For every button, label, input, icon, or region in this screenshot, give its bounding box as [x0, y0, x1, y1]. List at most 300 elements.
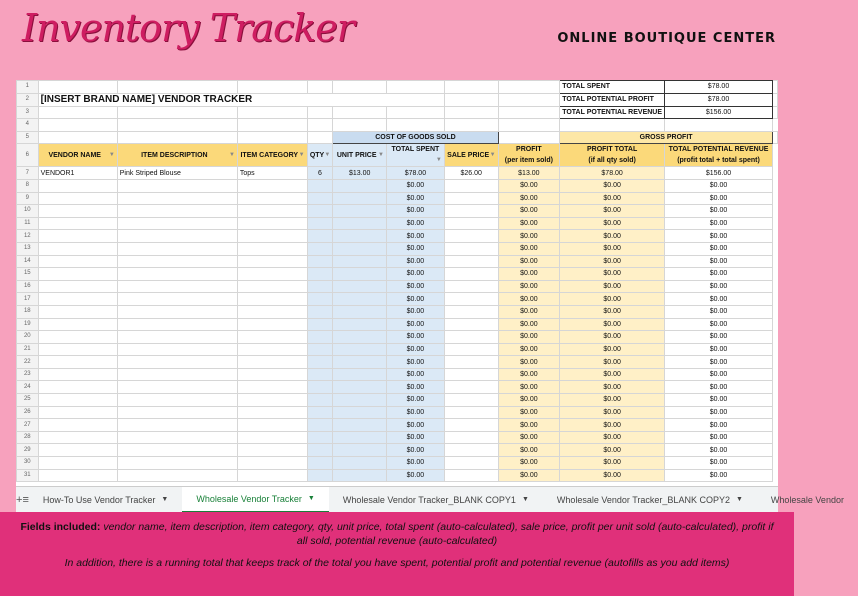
vendor-cell[interactable] — [38, 242, 117, 255]
total-spent-cell[interactable]: $78.00 — [387, 167, 445, 180]
sale-price-cell[interactable] — [444, 469, 498, 482]
row-number[interactable]: 5 — [17, 131, 39, 144]
cell[interactable] — [237, 106, 307, 119]
cell[interactable] — [444, 119, 498, 132]
qty-cell[interactable] — [307, 356, 333, 369]
vendor-cell[interactable] — [38, 305, 117, 318]
profit-total-cell[interactable]: $0.00 — [560, 381, 665, 394]
vendor-cell[interactable] — [38, 356, 117, 369]
vendor-cell[interactable]: VENDOR1 — [38, 167, 117, 180]
spreadsheet[interactable] — [16, 80, 778, 486]
category-cell[interactable]: Tops — [237, 167, 307, 180]
category-cell[interactable] — [237, 179, 307, 192]
total-spent-cell[interactable]: $0.00 — [387, 217, 445, 230]
cell[interactable] — [444, 81, 498, 94]
sale-price-cell[interactable] — [444, 293, 498, 306]
row-number[interactable]: 18 — [17, 305, 39, 318]
unit-price-cell[interactable] — [333, 205, 387, 218]
category-cell[interactable] — [237, 419, 307, 432]
profit-cell[interactable]: $0.00 — [498, 242, 560, 255]
total-spent-cell[interactable]: $0.00 — [387, 192, 445, 205]
qty-cell[interactable] — [307, 205, 333, 218]
row-number[interactable]: 9 — [17, 192, 39, 205]
row-number[interactable]: 15 — [17, 268, 39, 281]
filter-icon[interactable]: ▼ — [298, 151, 305, 158]
revenue-cell[interactable]: $0.00 — [665, 469, 773, 482]
profit-total-cell[interactable]: $0.00 — [560, 343, 665, 356]
profit-total-cell[interactable]: $0.00 — [560, 444, 665, 457]
sale-price-cell[interactable] — [444, 394, 498, 407]
qty-cell[interactable] — [307, 305, 333, 318]
sale-price-cell[interactable] — [444, 457, 498, 470]
category-cell[interactable] — [237, 293, 307, 306]
qty-cell[interactable] — [307, 230, 333, 243]
sale-price-cell[interactable] — [444, 368, 498, 381]
revenue-cell[interactable]: $0.00 — [665, 457, 773, 470]
description-cell[interactable] — [117, 318, 237, 331]
total-spent-cell[interactable]: $0.00 — [387, 406, 445, 419]
qty-header[interactable] — [307, 144, 333, 167]
cell[interactable] — [117, 131, 237, 144]
profit-total-cell[interactable]: $0.00 — [560, 230, 665, 243]
vendor-cell[interactable] — [38, 230, 117, 243]
category-cell[interactable] — [237, 192, 307, 205]
row-number[interactable]: 11 — [17, 217, 39, 230]
sale-price-cell[interactable] — [444, 419, 498, 432]
vendor-cell[interactable] — [38, 368, 117, 381]
cell[interactable] — [498, 119, 560, 132]
category-cell[interactable] — [237, 205, 307, 218]
qty-cell[interactable] — [307, 280, 333, 293]
row-number[interactable]: 7 — [17, 167, 39, 180]
total-spent-cell[interactable]: $0.00 — [387, 356, 445, 369]
total-spent-cell[interactable]: $0.00 — [387, 381, 445, 394]
revenue-cell[interactable]: $0.00 — [665, 381, 773, 394]
description-cell[interactable] — [117, 356, 237, 369]
total-spent-cell[interactable]: $0.00 — [387, 431, 445, 444]
row-number[interactable]: 12 — [17, 230, 39, 243]
category-cell[interactable] — [237, 469, 307, 482]
profit-total-cell[interactable]: $0.00 — [560, 255, 665, 268]
total-spent-cell[interactable]: $0.00 — [387, 394, 445, 407]
description-cell[interactable] — [117, 343, 237, 356]
row-number[interactable]: 21 — [17, 343, 39, 356]
sheet-tab[interactable] — [757, 487, 858, 513]
cell[interactable] — [333, 106, 387, 119]
description-cell[interactable] — [117, 381, 237, 394]
vendor-cell[interactable] — [38, 457, 117, 470]
revenue-cell[interactable]: $0.00 — [665, 343, 773, 356]
category-cell[interactable] — [237, 431, 307, 444]
cell[interactable] — [498, 131, 560, 144]
row-number[interactable]: 24 — [17, 381, 39, 394]
filter-icon[interactable]: ▼ — [324, 151, 331, 158]
row-number[interactable]: 30 — [17, 457, 39, 470]
description-cell[interactable] — [117, 205, 237, 218]
revenue-cell[interactable]: $0.00 — [665, 230, 773, 243]
sale-price-cell[interactable] — [444, 217, 498, 230]
sale-price-cell[interactable] — [444, 230, 498, 243]
filter-icon[interactable]: ▼ — [228, 151, 235, 158]
sale-price-cell[interactable] — [444, 331, 498, 344]
add-sheet-icon[interactable]: + — [16, 494, 23, 506]
sale-price-cell[interactable] — [444, 242, 498, 255]
qty-cell[interactable] — [307, 318, 333, 331]
unit-price-cell[interactable] — [333, 406, 387, 419]
cell[interactable] — [773, 131, 778, 144]
total-spent-cell[interactable]: $0.00 — [387, 268, 445, 281]
cell[interactable] — [498, 106, 560, 119]
description-cell[interactable] — [117, 230, 237, 243]
vendor-cell[interactable] — [38, 343, 117, 356]
cell[interactable] — [444, 93, 498, 106]
cell[interactable] — [444, 106, 498, 119]
summary-value[interactable]: $156.00 — [665, 106, 773, 119]
profit-cell[interactable]: $13.00 — [498, 167, 560, 180]
sale-price-cell[interactable] — [444, 318, 498, 331]
vendor-cell[interactable] — [38, 217, 117, 230]
revenue-cell[interactable]: $0.00 — [665, 255, 773, 268]
profit-total-cell[interactable]: $0.00 — [560, 179, 665, 192]
revenue-cell[interactable]: $0.00 — [665, 419, 773, 432]
unit-price-cell[interactable] — [333, 280, 387, 293]
vendor-cell[interactable] — [38, 444, 117, 457]
item-description-header[interactable] — [117, 144, 237, 167]
total-potential-revenue-header[interactable] — [665, 144, 773, 167]
unit-price-cell[interactable] — [333, 268, 387, 281]
vendor-cell[interactable] — [38, 431, 117, 444]
group-header-cogs[interactable]: COST OF GOODS SOLD — [333, 131, 498, 144]
profit-cell[interactable]: $0.00 — [498, 179, 560, 192]
unit-price-cell[interactable] — [333, 457, 387, 470]
qty-cell[interactable] — [307, 242, 333, 255]
row-number[interactable]: 14 — [17, 255, 39, 268]
profit-total-cell[interactable]: $0.00 — [560, 192, 665, 205]
profit-total-cell[interactable]: $0.00 — [560, 280, 665, 293]
profit-cell[interactable]: $0.00 — [498, 293, 560, 306]
cell[interactable] — [387, 119, 445, 132]
profit-cell[interactable]: $0.00 — [498, 406, 560, 419]
sale-price-cell[interactable] — [444, 381, 498, 394]
all-sheets-icon[interactable]: ≡ — [22, 494, 29, 506]
row-number[interactable]: 3 — [17, 106, 39, 119]
revenue-cell[interactable]: $0.00 — [665, 205, 773, 218]
sale-price-cell[interactable] — [444, 205, 498, 218]
description-cell[interactable] — [117, 268, 237, 281]
qty-cell[interactable] — [307, 457, 333, 470]
unit-price-cell[interactable] — [333, 444, 387, 457]
row-number[interactable]: 25 — [17, 394, 39, 407]
profit-total-cell[interactable]: $0.00 — [560, 368, 665, 381]
unit-price-cell[interactable] — [333, 381, 387, 394]
description-cell[interactable] — [117, 368, 237, 381]
unit-price-cell[interactable] — [333, 394, 387, 407]
unit-price-cell[interactable] — [333, 368, 387, 381]
cell[interactable] — [307, 106, 333, 119]
category-cell[interactable] — [237, 230, 307, 243]
qty-cell[interactable] — [307, 217, 333, 230]
revenue-cell[interactable]: $156.00 — [665, 167, 773, 180]
description-cell[interactable] — [117, 331, 237, 344]
cell[interactable] — [307, 119, 333, 132]
category-cell[interactable] — [237, 331, 307, 344]
description-cell[interactable] — [117, 419, 237, 432]
filter-icon[interactable]: ▼ — [378, 151, 384, 158]
row-number[interactable]: 29 — [17, 444, 39, 457]
revenue-cell[interactable]: $0.00 — [665, 318, 773, 331]
cell[interactable] — [498, 93, 560, 106]
category-cell[interactable] — [237, 280, 307, 293]
chevron-down-icon[interactable]: ▼ — [161, 496, 169, 503]
profit-cell[interactable]: $0.00 — [498, 280, 560, 293]
filter-icon[interactable]: ▼ — [435, 157, 442, 164]
sale-price-cell[interactable] — [444, 431, 498, 444]
vendor-cell[interactable] — [38, 406, 117, 419]
category-cell[interactable] — [237, 444, 307, 457]
vendor-cell[interactable] — [38, 318, 117, 331]
sale-price-cell[interactable] — [444, 255, 498, 268]
sale-price-cell[interactable] — [444, 268, 498, 281]
qty-cell[interactable] — [307, 192, 333, 205]
profit-cell[interactable]: $0.00 — [498, 268, 560, 281]
cell[interactable] — [773, 81, 778, 94]
row-number[interactable]: 8 — [17, 179, 39, 192]
profit-cell[interactable]: $0.00 — [498, 230, 560, 243]
vendor-cell[interactable] — [38, 469, 117, 482]
profit-total-cell[interactable]: $0.00 — [560, 305, 665, 318]
qty-cell[interactable] — [307, 331, 333, 344]
total-spent-cell[interactable]: $0.00 — [387, 230, 445, 243]
total-spent-cell[interactable]: $0.00 — [387, 293, 445, 306]
category-cell[interactable] — [237, 305, 307, 318]
unit-price-cell[interactable] — [333, 230, 387, 243]
total-spent-cell[interactable]: $0.00 — [387, 331, 445, 344]
sale-price-cell[interactable] — [444, 356, 498, 369]
qty-cell[interactable]: 6 — [307, 167, 333, 180]
revenue-cell[interactable]: $0.00 — [665, 305, 773, 318]
profit-cell[interactable]: $0.00 — [498, 394, 560, 407]
sale-price-cell[interactable] — [444, 406, 498, 419]
row-number[interactable]: 1 — [17, 81, 39, 94]
category-cell[interactable] — [237, 356, 307, 369]
qty-cell[interactable] — [307, 419, 333, 432]
profit-cell[interactable]: $0.00 — [498, 419, 560, 432]
profit-total-cell[interactable]: $0.00 — [560, 318, 665, 331]
profit-cell[interactable]: $0.00 — [498, 192, 560, 205]
sale-price-header[interactable] — [444, 144, 498, 167]
qty-cell[interactable] — [307, 394, 333, 407]
sale-price-cell[interactable] — [444, 343, 498, 356]
category-cell[interactable] — [237, 406, 307, 419]
total-spent-cell[interactable]: $0.00 — [387, 205, 445, 218]
profit-total-cell[interactable]: $0.00 — [560, 217, 665, 230]
unit-price-cell[interactable] — [333, 305, 387, 318]
sheet-brand-title[interactable] — [38, 93, 444, 106]
revenue-cell[interactable]: $0.00 — [665, 217, 773, 230]
cell[interactable] — [773, 106, 778, 119]
row-number[interactable]: 13 — [17, 242, 39, 255]
sheet-tab[interactable] — [543, 487, 757, 513]
sale-price-cell[interactable] — [444, 192, 498, 205]
revenue-cell[interactable]: $0.00 — [665, 368, 773, 381]
sale-price-cell[interactable] — [444, 179, 498, 192]
sale-price-cell[interactable] — [444, 305, 498, 318]
category-cell[interactable] — [237, 255, 307, 268]
row-number[interactable]: 20 — [17, 331, 39, 344]
unit-price-cell[interactable] — [333, 318, 387, 331]
qty-cell[interactable] — [307, 444, 333, 457]
description-cell[interactable] — [117, 406, 237, 419]
vendor-cell[interactable] — [38, 280, 117, 293]
qty-cell[interactable] — [307, 381, 333, 394]
category-cell[interactable] — [237, 381, 307, 394]
chevron-down-icon[interactable]: ▼ — [735, 496, 743, 503]
description-cell[interactable]: Pink Striped Blouse — [117, 167, 237, 180]
description-cell[interactable] — [117, 444, 237, 457]
revenue-cell[interactable]: $0.00 — [665, 356, 773, 369]
profit-total-cell[interactable]: $0.00 — [560, 242, 665, 255]
category-cell[interactable] — [237, 394, 307, 407]
vendor-cell[interactable] — [38, 255, 117, 268]
profit-total-cell[interactable]: $0.00 — [560, 469, 665, 482]
category-cell[interactable] — [237, 343, 307, 356]
sale-price-cell[interactable]: $26.00 — [444, 167, 498, 180]
vendor-cell[interactable] — [38, 192, 117, 205]
profit-cell[interactable]: $0.00 — [498, 205, 560, 218]
description-cell[interactable] — [117, 394, 237, 407]
category-cell[interactable] — [237, 242, 307, 255]
description-cell[interactable] — [117, 305, 237, 318]
cell[interactable] — [117, 119, 237, 132]
cell[interactable] — [237, 131, 307, 144]
vendor-cell[interactable] — [38, 381, 117, 394]
profit-total-cell[interactable]: $0.00 — [560, 268, 665, 281]
qty-cell[interactable] — [307, 343, 333, 356]
profit-cell[interactable]: $0.00 — [498, 431, 560, 444]
profit-cell[interactable]: $0.00 — [498, 217, 560, 230]
total-spent-cell[interactable]: $0.00 — [387, 280, 445, 293]
profit-cell[interactable]: $0.00 — [498, 343, 560, 356]
summary-value[interactable]: $78.00 — [665, 93, 773, 106]
description-cell[interactable] — [117, 431, 237, 444]
revenue-cell[interactable]: $0.00 — [665, 179, 773, 192]
unit-price-cell[interactable] — [333, 431, 387, 444]
profit-cell[interactable]: $0.00 — [498, 305, 560, 318]
total-spent-cell[interactable]: $0.00 — [387, 255, 445, 268]
qty-cell[interactable] — [307, 406, 333, 419]
unit-price-cell[interactable] — [333, 343, 387, 356]
profit-total-header[interactable] — [560, 144, 665, 167]
cell[interactable] — [237, 119, 307, 132]
row-number[interactable]: 22 — [17, 356, 39, 369]
profit-total-cell[interactable]: $0.00 — [560, 394, 665, 407]
row-number[interactable]: 19 — [17, 318, 39, 331]
revenue-cell[interactable]: $0.00 — [665, 331, 773, 344]
qty-cell[interactable] — [307, 469, 333, 482]
description-cell[interactable] — [117, 217, 237, 230]
item-category-header[interactable] — [237, 144, 307, 167]
total-spent-cell[interactable]: $0.00 — [387, 179, 445, 192]
cell[interactable] — [38, 119, 117, 132]
category-cell[interactable] — [237, 457, 307, 470]
profit-cell[interactable]: $0.00 — [498, 368, 560, 381]
profit-total-cell[interactable]: $0.00 — [560, 457, 665, 470]
unit-price-cell[interactable] — [333, 217, 387, 230]
total-spent-cell[interactable]: $0.00 — [387, 368, 445, 381]
qty-cell[interactable] — [307, 179, 333, 192]
cell[interactable] — [773, 93, 778, 106]
revenue-cell[interactable]: $0.00 — [665, 242, 773, 255]
category-cell[interactable] — [237, 268, 307, 281]
revenue-cell[interactable]: $0.00 — [665, 268, 773, 281]
qty-cell[interactable] — [307, 293, 333, 306]
total-spent-cell[interactable]: $0.00 — [387, 419, 445, 432]
sale-price-cell[interactable] — [444, 280, 498, 293]
cell[interactable] — [333, 119, 387, 132]
description-cell[interactable] — [117, 280, 237, 293]
unit-price-cell[interactable]: $13.00 — [333, 167, 387, 180]
chevron-down-icon[interactable]: ▼ — [307, 495, 315, 502]
profit-total-cell[interactable]: $0.00 — [560, 356, 665, 369]
revenue-cell[interactable]: $0.00 — [665, 293, 773, 306]
unit-price-cell[interactable] — [333, 179, 387, 192]
description-cell[interactable] — [117, 293, 237, 306]
cell[interactable] — [38, 106, 117, 119]
row-number[interactable]: 23 — [17, 368, 39, 381]
row-number[interactable]: 31 — [17, 469, 39, 482]
summary-label[interactable]: TOTAL POTENTIAL PROFIT — [560, 93, 665, 106]
vendor-cell[interactable] — [38, 419, 117, 432]
description-cell[interactable] — [117, 192, 237, 205]
row-number[interactable]: 10 — [17, 205, 39, 218]
total-spent-cell[interactable]: $0.00 — [387, 318, 445, 331]
summary-value[interactable]: $78.00 — [665, 81, 773, 94]
revenue-cell[interactable]: $0.00 — [665, 280, 773, 293]
profit-cell[interactable]: $0.00 — [498, 255, 560, 268]
unit-price-cell[interactable] — [333, 469, 387, 482]
profit-total-cell[interactable]: $0.00 — [560, 406, 665, 419]
cell[interactable] — [333, 81, 387, 94]
total-spent-cell[interactable]: $0.00 — [387, 343, 445, 356]
description-cell[interactable] — [117, 179, 237, 192]
qty-cell[interactable] — [307, 255, 333, 268]
profit-cell[interactable]: $0.00 — [498, 356, 560, 369]
qty-cell[interactable] — [307, 268, 333, 281]
vendor-cell[interactable] — [38, 205, 117, 218]
revenue-cell[interactable]: $0.00 — [665, 406, 773, 419]
vendor-cell[interactable] — [38, 179, 117, 192]
cell[interactable] — [38, 81, 117, 94]
vendor-cell[interactable] — [38, 331, 117, 344]
total-spent-cell[interactable]: $0.00 — [387, 242, 445, 255]
cell[interactable] — [307, 81, 333, 94]
row-number[interactable]: 4 — [17, 119, 39, 132]
profit-total-cell[interactable]: $0.00 — [560, 431, 665, 444]
filter-icon[interactable]: ▼ — [108, 151, 115, 158]
sale-price-cell[interactable] — [444, 444, 498, 457]
unit-price-cell[interactable] — [333, 255, 387, 268]
unit-price-cell[interactable] — [333, 356, 387, 369]
category-cell[interactable] — [237, 368, 307, 381]
row-number[interactable]: 26 — [17, 406, 39, 419]
chevron-down-icon[interactable]: ▼ — [521, 496, 529, 503]
row-number[interactable]: 6 — [17, 144, 39, 167]
unit-price-cell[interactable] — [333, 419, 387, 432]
sheet-tab[interactable] — [329, 487, 543, 513]
profit-total-cell[interactable]: $0.00 — [560, 419, 665, 432]
description-cell[interactable] — [117, 242, 237, 255]
total-spent-cell[interactable]: $0.00 — [387, 457, 445, 470]
